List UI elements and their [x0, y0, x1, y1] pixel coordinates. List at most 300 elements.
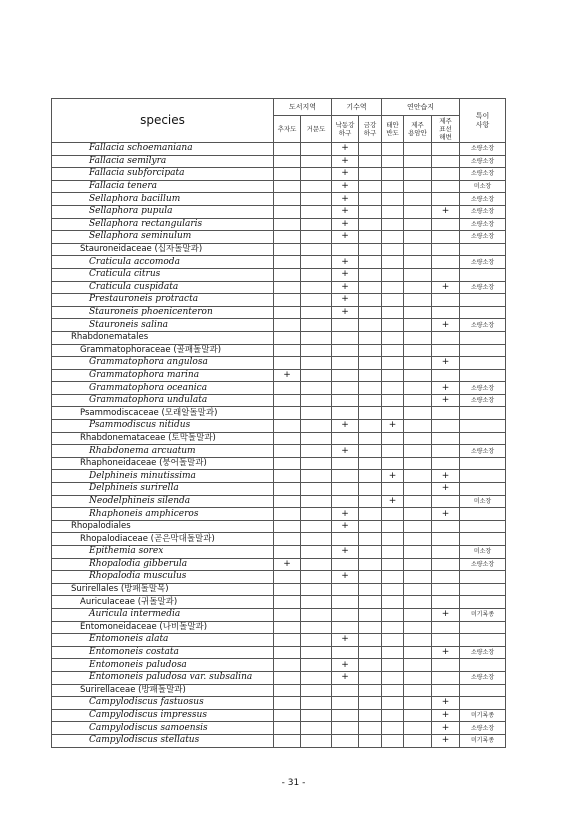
occurrence-cell	[432, 218, 460, 231]
note-cell: 소량소장	[460, 445, 506, 458]
occurrence-cell	[432, 457, 460, 470]
species-row	[52, 306, 506, 319]
occurrence-cell	[382, 306, 404, 319]
occurrence-cell	[301, 281, 332, 294]
family-row	[52, 533, 506, 546]
occurrence-cell	[301, 457, 332, 470]
occurrence-cell	[301, 483, 332, 496]
occurrence-cell	[274, 596, 301, 609]
occurrence-cell	[332, 646, 359, 659]
species-name: Entomoneis costata	[52, 646, 274, 659]
occurrence-cell	[359, 520, 382, 533]
occurrence-cell: +	[432, 394, 460, 407]
occurrence-cell	[382, 483, 404, 496]
occurrence-cell	[359, 143, 382, 156]
occurrence-cell	[301, 143, 332, 156]
occurrence-cell	[301, 369, 332, 382]
occurrence-cell	[404, 268, 432, 281]
occurrence-cell	[332, 684, 359, 697]
occurrence-cell	[332, 457, 359, 470]
occurrence-cell	[274, 143, 301, 156]
occurrence-cell	[359, 697, 382, 710]
occurrence-cell	[432, 155, 460, 168]
occurrence-cell	[382, 571, 404, 584]
note-cell	[460, 268, 506, 281]
occurrence-cell	[432, 546, 460, 559]
occurrence-cell	[404, 420, 432, 433]
occurrence-cell	[359, 231, 382, 244]
occurrence-cell: +	[332, 306, 359, 319]
occurrence-cell	[274, 445, 301, 458]
col-header-taean: 태안 반도	[382, 116, 404, 143]
occurrence-cell	[301, 634, 332, 647]
occurrence-cell	[404, 231, 432, 244]
species-row	[52, 697, 506, 710]
occurrence-cell	[332, 382, 359, 395]
occurrence-cell	[301, 470, 332, 483]
species-name: Entomoneis alata	[52, 634, 274, 647]
species-row	[52, 369, 506, 382]
occurrence-cell	[359, 218, 382, 231]
occurrence-cell	[382, 143, 404, 156]
occurrence-cell	[382, 457, 404, 470]
note-cell	[460, 357, 506, 370]
occurrence-cell	[274, 571, 301, 584]
occurrence-cell	[432, 621, 460, 634]
species-row	[52, 143, 506, 156]
occurrence-cell	[382, 546, 404, 559]
occurrence-cell	[332, 470, 359, 483]
occurrence-cell	[404, 407, 432, 420]
occurrence-cell	[432, 520, 460, 533]
species-row	[52, 722, 506, 735]
occurrence-cell	[274, 243, 301, 256]
occurrence-cell	[274, 709, 301, 722]
table-header	[52, 99, 506, 143]
occurrence-cell	[359, 734, 382, 747]
occurrence-cell	[404, 558, 432, 571]
species-name: Rhabdonema arcuatum	[52, 445, 274, 458]
occurrence-cell	[404, 432, 432, 445]
occurrence-cell	[432, 634, 460, 647]
species-name: Entomoneis paludosa	[52, 659, 274, 672]
occurrence-cell	[274, 508, 301, 521]
group-header-coastal: 연안습지	[382, 99, 460, 116]
col-header-nakdong: 낙동강 하구	[332, 116, 359, 143]
occurrence-cell	[359, 268, 382, 281]
occurrence-cell	[359, 684, 382, 697]
occurrence-cell	[274, 306, 301, 319]
species-name: Grammatophora marina	[52, 369, 274, 382]
occurrence-cell	[404, 218, 432, 231]
species-row	[52, 294, 506, 307]
occurrence-cell	[301, 155, 332, 168]
occurrence-cell	[404, 319, 432, 332]
note-cell: 소량소장	[460, 193, 506, 206]
occurrence-cell	[301, 583, 332, 596]
occurrence-cell	[382, 344, 404, 357]
occurrence-cell	[382, 268, 404, 281]
occurrence-cell	[432, 268, 460, 281]
occurrence-cell	[332, 432, 359, 445]
occurrence-cell	[301, 243, 332, 256]
occurrence-cell	[332, 331, 359, 344]
occurrence-cell	[382, 155, 404, 168]
species-row	[52, 268, 506, 281]
occurrence-cell: +	[332, 168, 359, 181]
species-row	[52, 634, 506, 647]
occurrence-cell	[359, 155, 382, 168]
family-row	[52, 407, 506, 420]
note-cell: 미소장	[460, 180, 506, 193]
note-cell	[460, 533, 506, 546]
occurrence-cell	[404, 394, 432, 407]
species-name: Sellaphora bacillum	[52, 193, 274, 206]
species-row	[52, 470, 506, 483]
occurrence-cell	[274, 684, 301, 697]
occurrence-cell	[432, 495, 460, 508]
occurrence-cell	[382, 508, 404, 521]
occurrence-cell	[382, 621, 404, 634]
occurrence-cell	[359, 558, 382, 571]
occurrence-cell	[301, 546, 332, 559]
occurrence-cell	[274, 344, 301, 357]
species-row	[52, 659, 506, 672]
note-cell: 미소장	[460, 495, 506, 508]
occurrence-cell	[274, 281, 301, 294]
occurrence-cell	[432, 344, 460, 357]
occurrence-cell	[359, 546, 382, 559]
occurrence-cell	[274, 294, 301, 307]
species-header: species	[52, 99, 274, 143]
species-name: Psammodiscus nitidus	[52, 420, 274, 433]
occurrence-cell	[382, 697, 404, 710]
occurrence-cell	[359, 256, 382, 269]
occurrence-cell: +	[332, 155, 359, 168]
occurrence-cell	[382, 243, 404, 256]
occurrence-cell	[404, 445, 432, 458]
occurrence-cell	[432, 558, 460, 571]
occurrence-cell	[359, 533, 382, 546]
occurrence-cell	[432, 684, 460, 697]
note-cell: 소량소장	[460, 722, 506, 735]
occurrence-cell	[382, 659, 404, 672]
occurrence-cell: +	[332, 520, 359, 533]
species-row	[52, 546, 506, 559]
occurrence-cell	[404, 180, 432, 193]
occurrence-cell	[404, 596, 432, 609]
species-name: Stauroneis phoenicenteron	[52, 306, 274, 319]
species-row	[52, 709, 506, 722]
species-name: Campylodiscus fastuosus	[52, 697, 274, 710]
family-row	[52, 432, 506, 445]
species-name: Rhopalodia musculus	[52, 571, 274, 584]
occurrence-cell	[301, 722, 332, 735]
occurrence-cell	[274, 268, 301, 281]
page-number: - 31 -	[281, 778, 306, 788]
occurrence-cell	[404, 281, 432, 294]
occurrence-cell	[301, 407, 332, 420]
occurrence-cell	[382, 218, 404, 231]
note-header: 특이 사항	[460, 99, 506, 143]
family-name: Auriculaceae (귀돌말과)	[52, 596, 274, 609]
occurrence-cell	[382, 671, 404, 684]
occurrence-cell	[359, 382, 382, 395]
family-name: Stauroneidaceae (십자돌말과)	[52, 243, 274, 256]
order-name: Rhabdonematales	[52, 331, 274, 344]
note-cell: 소량소장	[460, 256, 506, 269]
occurrence-cell	[301, 697, 332, 710]
occurrence-cell	[274, 180, 301, 193]
occurrence-cell	[359, 357, 382, 370]
note-cell	[460, 508, 506, 521]
occurrence-cell	[359, 608, 382, 621]
note-cell	[460, 659, 506, 672]
occurrence-cell	[332, 621, 359, 634]
occurrence-cell	[404, 331, 432, 344]
occurrence-cell	[432, 294, 460, 307]
species-name: Craticula accomoda	[52, 256, 274, 269]
occurrence-cell	[301, 319, 332, 332]
note-cell	[460, 697, 506, 710]
occurrence-cell	[301, 331, 332, 344]
family-row	[52, 457, 506, 470]
occurrence-cell	[274, 205, 301, 218]
species-row	[52, 734, 506, 747]
occurrence-cell: +	[332, 294, 359, 307]
occurrence-cell: +	[332, 659, 359, 672]
occurrence-cell	[359, 621, 382, 634]
occurrence-cell	[301, 558, 332, 571]
occurrence-cell	[404, 634, 432, 647]
occurrence-cell	[432, 369, 460, 382]
species-name: Sellaphora pupula	[52, 205, 274, 218]
occurrence-cell	[432, 420, 460, 433]
occurrence-cell	[404, 256, 432, 269]
species-row	[52, 319, 506, 332]
species-row	[52, 193, 506, 206]
occurrence-cell: +	[432, 734, 460, 747]
occurrence-cell	[332, 596, 359, 609]
occurrence-cell	[404, 533, 432, 546]
occurrence-cell	[274, 218, 301, 231]
occurrence-cell	[301, 621, 332, 634]
occurrence-cell	[274, 432, 301, 445]
occurrence-cell	[359, 407, 382, 420]
note-cell: 소량소장	[460, 281, 506, 294]
species-name: Fallacia schoemaniana	[52, 143, 274, 156]
occurrence-cell	[382, 634, 404, 647]
species-name: Craticula citrus	[52, 268, 274, 281]
occurrence-cell	[301, 520, 332, 533]
occurrence-cell: +	[432, 709, 460, 722]
occurrence-cell	[274, 331, 301, 344]
occurrence-cell	[274, 634, 301, 647]
occurrence-cell	[404, 608, 432, 621]
occurrence-cell: +	[332, 180, 359, 193]
occurrence-cell	[274, 722, 301, 735]
occurrence-cell	[332, 608, 359, 621]
family-row	[52, 344, 506, 357]
occurrence-cell	[432, 143, 460, 156]
occurrence-cell	[382, 331, 404, 344]
species-row	[52, 445, 506, 458]
occurrence-cell	[359, 571, 382, 584]
occurrence-cell	[432, 231, 460, 244]
occurrence-cell	[359, 432, 382, 445]
occurrence-cell	[404, 646, 432, 659]
species-row	[52, 646, 506, 659]
occurrence-cell: +	[332, 445, 359, 458]
occurrence-cell	[332, 734, 359, 747]
occurrence-cell	[332, 369, 359, 382]
family-name: Rhabdonemataceae (토막돌말과)	[52, 432, 274, 445]
occurrence-cell	[359, 709, 382, 722]
species-name: Grammatophora oceanica	[52, 382, 274, 395]
note-cell	[460, 520, 506, 533]
occurrence-cell	[382, 369, 404, 382]
note-cell: 소량소장	[460, 205, 506, 218]
occurrence-cell	[359, 470, 382, 483]
occurrence-cell	[359, 646, 382, 659]
note-cell	[460, 344, 506, 357]
occurrence-cell	[404, 143, 432, 156]
note-cell: 미기록종	[460, 608, 506, 621]
species-name: Rhopalodia gibberula	[52, 558, 274, 571]
occurrence-cell	[382, 407, 404, 420]
occurrence-cell	[404, 306, 432, 319]
occurrence-cell	[359, 508, 382, 521]
occurrence-cell	[382, 533, 404, 546]
species-row	[52, 558, 506, 571]
occurrence-cell	[404, 357, 432, 370]
occurrence-cell	[359, 306, 382, 319]
species-name: Neodelphineis silenda	[52, 495, 274, 508]
species-name: Fallacia semilyra	[52, 155, 274, 168]
note-cell: 소량소장	[460, 394, 506, 407]
family-name: Grammatophoraceae (골패돌말과)	[52, 344, 274, 357]
occurrence-cell	[274, 457, 301, 470]
occurrence-cell	[359, 180, 382, 193]
note-cell	[460, 457, 506, 470]
occurrence-cell	[301, 432, 332, 445]
note-cell	[460, 420, 506, 433]
note-cell: 미소장	[460, 546, 506, 559]
note-cell: 소량소장	[460, 155, 506, 168]
occurrence-cell: +	[432, 483, 460, 496]
occurrence-cell	[359, 205, 382, 218]
occurrence-cell	[359, 243, 382, 256]
occurrence-cell	[274, 420, 301, 433]
occurrence-cell	[359, 634, 382, 647]
note-cell: 소량소장	[460, 231, 506, 244]
occurrence-cell	[432, 432, 460, 445]
occurrence-cell	[301, 571, 332, 584]
col-header-geomun: 거문도	[301, 116, 332, 143]
occurrence-cell	[301, 533, 332, 546]
occurrence-cell	[382, 709, 404, 722]
species-row	[52, 483, 506, 496]
species-row	[52, 608, 506, 621]
occurrence-cell	[359, 583, 382, 596]
occurrence-cell	[359, 369, 382, 382]
order-name: Surirellales (방패돌말목)	[52, 583, 274, 596]
occurrence-cell: +	[432, 357, 460, 370]
occurrence-cell	[332, 709, 359, 722]
occurrence-cell	[274, 168, 301, 181]
note-cell	[460, 331, 506, 344]
group-header-island: 도서지역	[274, 99, 332, 116]
occurrence-cell	[332, 407, 359, 420]
occurrence-cell	[301, 256, 332, 269]
occurrence-cell	[382, 583, 404, 596]
occurrence-cell	[404, 571, 432, 584]
species-row	[52, 218, 506, 231]
occurrence-cell	[404, 470, 432, 483]
species-name: Grammatophora angulosa	[52, 357, 274, 370]
occurrence-cell	[274, 256, 301, 269]
family-row	[52, 243, 506, 256]
occurrence-cell	[382, 520, 404, 533]
occurrence-cell	[404, 168, 432, 181]
species-name: Fallacia subforcipata	[52, 168, 274, 181]
family-name: Surirellaceae (방패돌말과)	[52, 684, 274, 697]
occurrence-cell	[432, 407, 460, 420]
occurrence-cell	[404, 684, 432, 697]
occurrence-cell	[432, 445, 460, 458]
col-header-jeju-pond: 제주 용암안	[404, 116, 432, 143]
species-name: Fallacia tenera	[52, 180, 274, 193]
occurrence-cell	[301, 684, 332, 697]
occurrence-cell	[359, 420, 382, 433]
species-row	[52, 382, 506, 395]
occurrence-cell	[274, 357, 301, 370]
family-name: Rhopalodiaceae (곧은막대돌말과)	[52, 533, 274, 546]
species-name: Craticula cuspidata	[52, 281, 274, 294]
occurrence-cell	[274, 646, 301, 659]
occurrence-cell	[382, 205, 404, 218]
occurrence-cell: +	[432, 382, 460, 395]
occurrence-cell	[404, 457, 432, 470]
group-header-brackish: 기수역	[332, 99, 382, 116]
species-row	[52, 420, 506, 433]
occurrence-cell	[274, 659, 301, 672]
occurrence-cell	[359, 483, 382, 496]
occurrence-cell: +	[432, 697, 460, 710]
species-name: Campylodiscus samoensis	[52, 722, 274, 735]
occurrence-cell	[301, 218, 332, 231]
col-header-jeju-coast: 제주 표선 해변	[432, 116, 460, 143]
occurrence-cell: +	[274, 558, 301, 571]
occurrence-cell	[404, 697, 432, 710]
occurrence-cell	[274, 231, 301, 244]
family-name: Psammodiscaceae (모래알돌말과)	[52, 407, 274, 420]
occurrence-cell	[404, 508, 432, 521]
occurrence-cell: +	[432, 608, 460, 621]
occurrence-cell	[432, 306, 460, 319]
species-row	[52, 357, 506, 370]
col-header-geum: 금강 하구	[359, 116, 382, 143]
family-row	[52, 596, 506, 609]
occurrence-cell	[301, 306, 332, 319]
occurrence-cell	[359, 671, 382, 684]
occurrence-cell	[432, 180, 460, 193]
occurrence-cell: +	[432, 470, 460, 483]
occurrence-cell	[382, 432, 404, 445]
species-row	[52, 168, 506, 181]
occurrence-cell	[404, 520, 432, 533]
occurrence-cell	[359, 495, 382, 508]
